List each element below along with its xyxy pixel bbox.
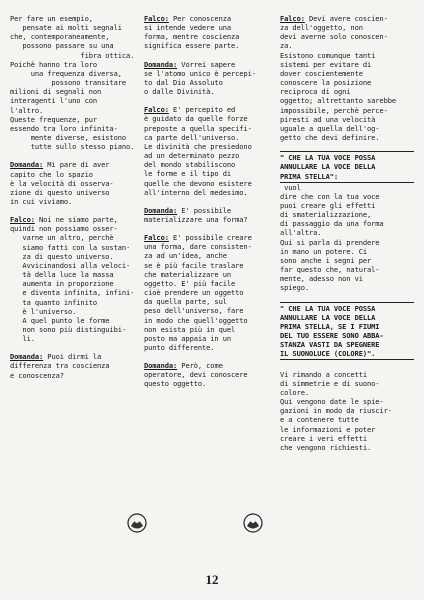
- speaker-label: Domanda:: [144, 59, 178, 69]
- paragraph: [280, 302, 414, 453]
- paragraph-text: E' possibile creare una forma, dare consisten- za ad un'idea, anche se è più facile traslare che materializzare un oggetto. E' più facile cioè prendere un oggetto da quella parte, sul peso dell'universo, fare in modo che quell'oggetto non esista più in quel posto ma appaia in un punto differente.: [144, 233, 252, 352]
- paragraph-text: vuol dire che con la tua voce puoi creare gli effetti di smaterializzazione, di passaggio da una forma all'altra. Qui si parla di prendere in mano un potere. Ci sono anche i segni per far questo che, natural- mente, adesso non vi spiego.: [280, 182, 384, 293]
- paragraph: [144, 233, 268, 352]
- speaker-label: Falco:: [280, 14, 305, 23]
- quoted-verse: " CHE LA TUA VOCE POSSA ANNULLARE LA VOCE DELLA PRIMA STELLA, SE I FIUMI DEL TUO ESSERE SONO ABBA- STANZA VASTI DA SPEGNERE IL SUONOLUCE (COLORE)".: [280, 302, 414, 361]
- speaker-label: Falco:: [144, 233, 169, 243]
- paragraph-text: Noi ne siamo parte, quindi non possiamo osser- varne un altro, perchè siamo fatti con la sostan- za di questo universo. Avvicinandosi alla veloci- tà della luce la massa aumenta in proporzione e diventa infinita, infini- ta quanto infinito è l'universo. A quel punto le forme non sono più distinguibi- li.: [10, 215, 135, 344]
- quoted-verse: " CHE LA TUA VOCE POSSA ANNULLARE LA VOCE DELLA PRIMA STELLA":: [280, 151, 414, 182]
- paragraph: [280, 151, 414, 292]
- speaker-label: Falco:: [144, 14, 169, 23]
- stamp-seal-icon: [242, 512, 264, 534]
- paragraph: [144, 105, 268, 197]
- paragraph-text: Mi pare di aver capito che lo spazio è la velocità di osserva- zione di questo universo in cui viviamo.: [10, 160, 114, 206]
- column-right: [280, 14, 414, 452]
- speaker-label: Domanda:: [144, 361, 178, 371]
- paragraph-text: Devi avere coscien- za dell'oggetto, non devi averne solo conoscen- za. Esistono comunque tanti sistemi per evitare di dover coscientemente conoscere la posizione reciproca di ogni oggetto; altrettanto sarebbe impossibile, perchè perce- piresti ad una velocità uguale a quella dell'og- getto che devi definire.: [280, 14, 396, 143]
- speaker-label: Domanda:: [10, 160, 44, 170]
- paragraph-gap: [10, 206, 134, 215]
- paragraph: [10, 160, 134, 206]
- paragraph-text: Vi rimando a concetti di simmetrie e di suono- colore. Qui vengono date le spie- gazioni in modo da riuscir- e a contenere tutte le informazioni e poter creare i veri effetti che vengono richiesti.: [280, 369, 392, 452]
- speaker-label: Falco:: [10, 215, 35, 225]
- paragraph-gap: [280, 293, 414, 302]
- paragraph: [10, 215, 134, 343]
- paragraph-gap: [144, 51, 268, 60]
- paragraph-text: E' possibile materializzare una forma?: [144, 205, 248, 224]
- paragraph: [144, 14, 268, 51]
- paragraph-text: Però, come operatore, devi conoscere questo oggetto.: [144, 361, 248, 389]
- paragraph-gap: [10, 151, 134, 160]
- speaker-label: Domanda:: [144, 205, 178, 215]
- paragraph: [144, 361, 268, 388]
- paragraph-gap: [280, 142, 414, 151]
- speaker-label: Falco:: [144, 105, 169, 115]
- paragraph: [10, 14, 134, 151]
- paragraph: [144, 60, 268, 97]
- paragraph: [144, 206, 268, 224]
- paragraph-text: Per fare un esempio, pensate ai molti segnali che, contemporaneamente, possono passare su una fibra ottica. Poichè hanno tra loro una frequenza diversa, possono transitare milioni di segnali non interagenti l'uno con l'altro. Queste frequenze, pur essendo tra loro infinita- mente diverse, esistono tutte sullo stesso piano.: [10, 14, 135, 152]
- paragraph-text: Vorrei sapere se l'atomo unico è percepi- to dal Dio Assoluto o dalle Divinità.: [144, 59, 256, 97]
- paragraph: [280, 14, 414, 142]
- paragraph-gap: [144, 197, 268, 206]
- page-number: 12: [205, 572, 219, 587]
- paragraph-text: Per conoscenza si intende vedere una forma, mentre coscienza significa essere parte.: [144, 14, 240, 51]
- paragraph-text: E' percepito ed è guidato da quelle forze preposte a quella specifi- ca parte dell'universo. Le divinità che presiedono ad un determinato pezzo del mondo stabiliscono le forme e il tipo di quelle che devono esistere all'interno del medesimo.: [144, 105, 252, 197]
- paragraph-text: Puoi dirmi la differenza tra coscienza e conoscenza?: [10, 352, 110, 380]
- column-middle: [144, 14, 268, 389]
- paragraph-gap: [144, 352, 268, 361]
- speaker-label: Domanda:: [10, 352, 44, 362]
- column-left: [10, 14, 134, 380]
- paragraph-gap: [144, 96, 268, 105]
- paragraph-gap: [144, 224, 268, 233]
- stamp-seal-icon: [126, 512, 148, 534]
- paragraph: [10, 352, 134, 379]
- paragraph-gap: [10, 343, 134, 352]
